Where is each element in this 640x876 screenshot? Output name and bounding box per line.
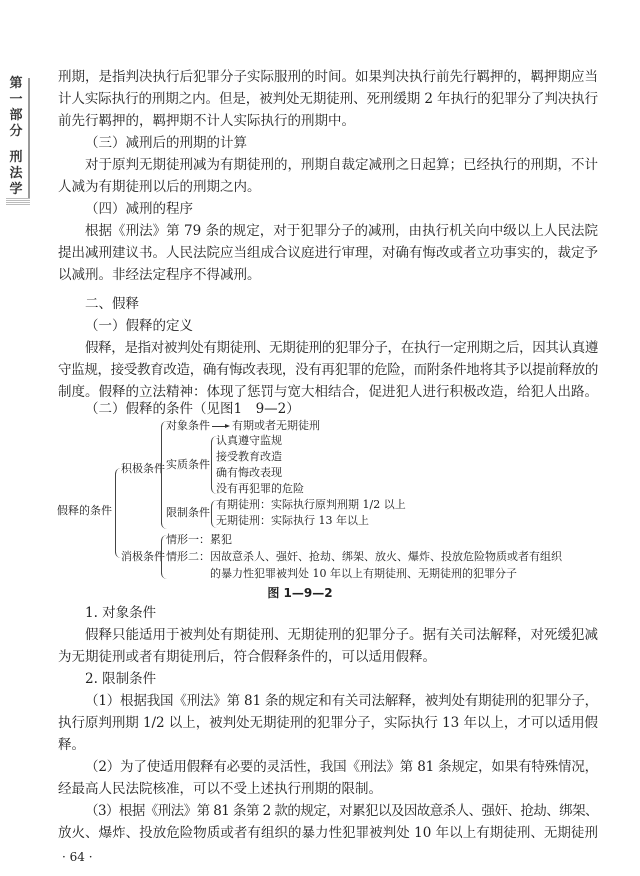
section-heading: （二）假释的条件（见图1 9—2）	[85, 401, 300, 417]
side-char: 刑	[9, 150, 23, 165]
text-line: （3）根据《刑法》第 81 条第 2 款的规定，对累犯以及因故意杀人、强奸、抢劫、绑架、	[85, 803, 598, 819]
text-line: （2）为了使适用假释有必要的灵活性，我国《刑法》第 81 条规定，如果有特殊情况，	[85, 759, 598, 775]
diagram-item: 没有再犯罪的危险	[216, 482, 304, 495]
text-line: 刑期，是指判决执行后犯罪分子实际服刑的时间。如果判决执行前先行羁押的，羁押期应当	[58, 69, 598, 85]
diagram-positive: 积极条件	[121, 462, 165, 475]
side-tab-text	[8, 76, 24, 198]
text-line: 守监规，接受教育改造，确有悔改表现，没有再犯罪的危险，而附条件地将其予以提前释放的	[58, 362, 598, 378]
diagram-object: 对象条件	[166, 419, 210, 432]
section-heading: （一）假释的定义	[85, 318, 193, 334]
text-line: 对于原判无期徒刑减为有期徒刑的，刑期自裁定减刑之日起算；已经执行的刑期，不计	[85, 157, 598, 173]
section-heading: 1. 对象条件	[85, 605, 157, 621]
section-heading: （四）减刑的程序	[85, 201, 193, 217]
section-heading: 2. 限制条件	[85, 671, 157, 687]
diagram-item: 确有悔改表现	[216, 466, 282, 479]
text-line: 前先行羁押的，羁押期不计人实际执行的刑期中。	[58, 113, 355, 129]
diagram-object-value: 有期或者无期徒刑	[232, 419, 320, 432]
text-line: 释。	[58, 737, 85, 753]
side-char: 第	[9, 76, 23, 91]
text-line: 放火、爆炸、投放危险物质或者有组织的暴力性犯罪被判处 10 年以上有期徒刑、无期徒刑	[58, 825, 598, 841]
side-rule	[28, 78, 30, 206]
diagram-item: 的暴力性犯罪被判处 10 年以上有期徒刑、无期徒刑的犯罪分子	[210, 567, 517, 580]
text-line: 制度。假释的立法精神：体现了惩罚与宽大相结合，促进犯人进行积极改造，给犯人出路。	[58, 384, 598, 400]
diagram-item: 接受教育改造	[216, 450, 282, 463]
text-line: 根据《刑法》第 79 条的规定，对于犯罪分子的减刑，由执行机关向中级以上人民法院	[85, 223, 598, 239]
side-char: 学	[9, 182, 23, 197]
brace	[115, 468, 121, 558]
arrow-icon	[212, 426, 228, 427]
side-decoration	[6, 198, 30, 206]
diagram-substantive: 实质条件	[166, 458, 210, 471]
section-heading: （三）减刑后的刑期的计算	[85, 135, 247, 151]
text-line: 以减刑。非经法定程序不得减刑。	[58, 267, 261, 283]
diagram-limit: 限制条件	[166, 506, 210, 519]
diagram-negative: 消极条件	[121, 550, 165, 563]
text-line: 经最高人民法院核准，可以不受上述执行刑期的限制。	[58, 781, 382, 797]
side-char: 一	[9, 92, 23, 107]
diagram-item: 有期徒刑：实际执行原判刑期 1/2 以上	[216, 498, 406, 511]
chapter-heading: 二、假释	[85, 296, 139, 312]
diagram-item: 情形一：累犯	[166, 533, 232, 546]
diagram-item: 认真遵守监规	[216, 434, 282, 447]
side-char: 部	[9, 108, 23, 123]
text-line: 假释只能适用于被判处有期徒刑、无期徒刑的犯罪分子。据有关司法解释，对死缓犯减	[85, 627, 598, 643]
text-line: 为无期徒刑或者有期徒刑后，符合假释条件的，可以适用假释。	[58, 649, 436, 665]
side-char: 法	[9, 166, 23, 181]
page-number: · 64 ·	[62, 850, 93, 864]
figure-caption: 图 1—9—2	[267, 586, 333, 600]
diagram-item: 无期徒刑：实际执行 13 年以上	[216, 514, 369, 527]
side-char: 分	[9, 124, 23, 139]
text-line: （1）根据我国《刑法》第 81 条的规定和有关司法解释，被判处有期徒刑的犯罪分子，	[85, 693, 598, 709]
text-line: 假释，是指对被判处有期徒刑、无期徒刑的犯罪分子，在执行一定刑期之后，因其认真遵	[85, 340, 598, 356]
diagram-root: 假释的条件	[57, 504, 112, 517]
text-line: 提出减刑建议书。人民法院应当组成合议庭进行审理，对确有悔改或者立功事实的，裁定予	[58, 245, 598, 261]
text-line: 人减为有期徒刑以后的刑期之内。	[58, 179, 261, 195]
text-line: 计人实际执行的刑期之内。但是，被判处无期徒刑、死刑缓期 2 年执行的犯罪分了判决执行	[58, 91, 598, 107]
diagram-item: 情形二：因故意杀人、强奸、抢劫、绑架、放火、爆炸、投放危险物质或者有组织	[166, 550, 562, 563]
text-line: 执行原判刑期 1/2 以上，被判处无期徒刑的犯罪分子，实际执行 13 年以上，才可以适用假	[58, 715, 598, 731]
